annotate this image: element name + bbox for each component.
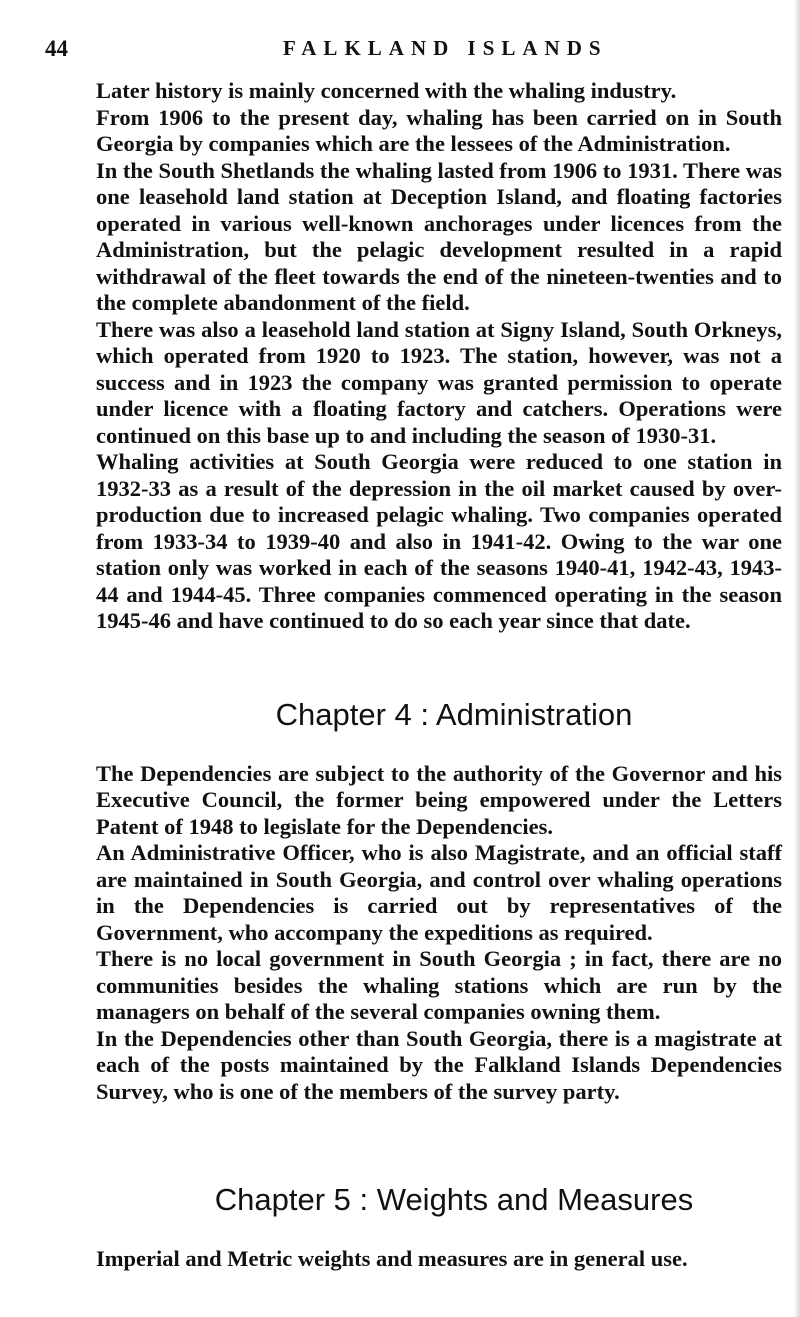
page-header xyxy=(45,36,765,66)
paragraph: Whaling activities at South Georgia were reduced to one station in 1932-33 as a result of the depression in the oil market caused by over-production due to increased pelagic whaling. Two companies operated from 1933-34 to 1939-40 and also in 1941-42. Owing to the war one station only was worked in each of the seasons 1940-41, 1942-43, 1943-44 and 1944-45. Three companies commenced operating in the season 1945-46 and have continued to do so each year since that date. xyxy=(96,449,782,633)
paragraph: There was also a leasehold land station at Signy Island, South Orkneys, which operated from 1920 to 1923. The station, however, was not a success and in 1923 the company was granted permission to operate under licence with a floating factory and catchers. Operations were continued on this base up to and including the season of 1930-31. xyxy=(96,316,782,448)
paragraph: In the Dependencies other than South Georgia, there is a magistrate at each of the posts maintained by the Falkland Islands Dependencies Survey, who is one of the members of the survey party. xyxy=(96,1025,782,1104)
paragraph: The Dependencies are subject to the authority of the Governor and his Executive Council, the former being empowered under the Letters Patent of 1948 to legislate for the Dependencies. xyxy=(96,760,782,839)
paragraph: Later history is mainly concerned with the whaling industry. xyxy=(96,78,677,103)
chapter-4-heading: Chapter 4 : Administration xyxy=(275,696,633,732)
paragraph: There is no local government in South Georgia ; in fact, there are no communities besides the whaling stations which are run by the managers on behalf of the several companies owning them. xyxy=(96,946,782,1024)
chapter-5-heading: Chapter 5 : Weights and Measures xyxy=(214,1182,694,1217)
paragraph: In the South Shetlands the whaling lasted from 1906 to 1931. There was one leasehold land station at Deception Island, and floating factories operated in various well-known anchorages under licences from the Administration, but the pelagic development resulted in a rapid withdrawal of the fleet towards the end of the nineteen-twenties and to the complete abandonment of the field. xyxy=(96,157,782,315)
paragraph: An Administrative Officer, who is also Magistrate, and an official staff are maintained in South Georgia, and control over whaling operations in the Dependencies is carried out by representatives of the Government, who accompany the expeditions as required. xyxy=(96,840,782,945)
page-edge-shadow xyxy=(794,0,800,1317)
running-title: FALKLAND ISLANDS xyxy=(283,36,608,60)
paragraph: From 1906 to the present day, whaling has been carried on in South Georgia by companies which are the lessees of the Administration. xyxy=(96,104,782,156)
page-number: 44 xyxy=(45,36,68,61)
paragraph: Imperial and Metric weights and measures are in general use. xyxy=(96,1246,688,1271)
page-body xyxy=(96,78,782,1273)
